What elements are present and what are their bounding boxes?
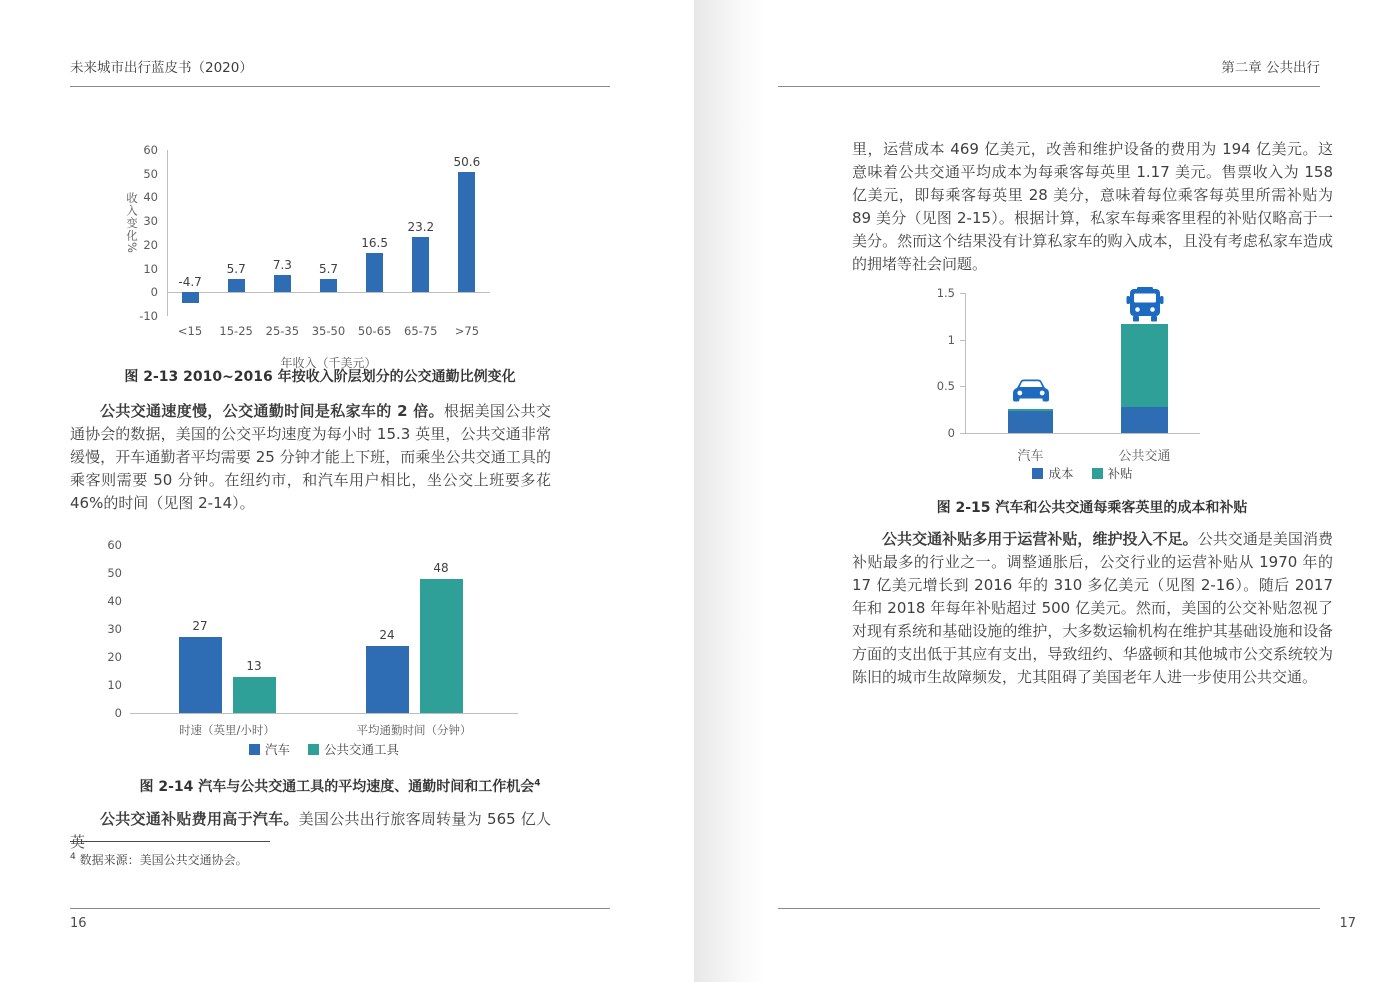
x-tick-label: 35-50	[311, 324, 346, 338]
bar	[458, 172, 475, 292]
footnote	[70, 851, 248, 868]
header-rule-right	[778, 86, 1320, 87]
x-tick-label: 15-25	[219, 324, 253, 338]
y-tick-mark	[960, 293, 965, 294]
legend-item	[249, 740, 290, 758]
book-fold-shadow	[694, 0, 766, 982]
bar-value-label: -4.7	[178, 275, 202, 290]
bar-value-label: 27	[192, 619, 208, 634]
y-tick-label: 40	[143, 190, 158, 205]
footer-rule-left	[70, 908, 610, 909]
figure-2-14-caption	[70, 776, 610, 796]
paragraph-text: 公共交通是美国消费补贴最多的行业之一。调整通胀后，公交行业的运营补贴从 1970 年的 17 亿美元增长到 2016 年的 310 多亿美元（见图 2-16）。随后 2017 年和 2018 年每年补贴超过 500 亿美元。然而，美国的公交补贴忽视了对现有系统和基础设施的维护，大多数运输机构在维护其基础设施和设备方面的支出低于其应有支出，导致纽约、华盛顿和其他城市公交系统较为陈旧的城市生故障频发，尤其阻碍了美国老年人进一步使用公共交通。	[852, 530, 1333, 686]
bar-value-label: 50.6	[453, 155, 481, 170]
figure-2-15-chart	[930, 283, 1230, 498]
bar-value-label: 7.3	[272, 258, 292, 272]
category-label: 公共交通	[1118, 449, 1171, 464]
bar	[366, 646, 409, 713]
y-tick-label: 60	[107, 538, 122, 552]
legend-item	[308, 740, 399, 758]
y-tick-label: 10	[107, 678, 122, 692]
car-icon	[1010, 378, 1052, 409]
y-axis-title: 收入变化%	[125, 192, 139, 254]
y-axis-line	[167, 150, 168, 316]
y-tick-label: 0.5	[936, 379, 955, 394]
footer-rule-right	[778, 908, 1320, 909]
bar	[228, 279, 245, 293]
figure-2-14-chart	[100, 533, 520, 765]
footnote-number: 4	[70, 852, 76, 862]
chart-legend	[965, 464, 1200, 482]
running-header-right: 第二章 公共出行	[1221, 60, 1320, 76]
y-tick-label: 50	[143, 166, 158, 181]
y-tick-label: 0	[114, 706, 122, 720]
y-tick-mark	[960, 340, 965, 341]
y-tick-label: 10	[143, 261, 158, 276]
bar-value-label: 48	[433, 560, 449, 575]
bar	[420, 579, 463, 713]
page-right	[770, 0, 1390, 982]
category-label: 时速（英里/小时）	[179, 723, 275, 737]
page-number-left: 16	[70, 916, 87, 931]
header-rule-left	[70, 86, 610, 87]
x-tick-label: 50-65	[357, 324, 392, 338]
paragraph-text: 美国公共出行旅客周转量为 565 亿人英	[70, 810, 551, 851]
paragraph-cost-continuation: 里，运营成本 469 亿美元，改善和维护设备的费用为 194 亿美元。这意味着公共交通平均成本为每乘客每英里 1.17 美元。售票收入为 158 亿美元，即每乘客每英里 28 美分，意味着每位乘客每英里所需补贴为 89 美分（见图 2-15）。根据计算，私家车每乘客里程的补贴仅略高于一美分。然而这个结果没有计算私家车的购入成本，且没有考虑私家车造成的拥堵等社会问题。	[852, 140, 1333, 273]
legend-swatch	[1032, 468, 1043, 479]
legend-swatch	[1092, 468, 1103, 479]
x-tick-label: 25-35	[265, 324, 300, 338]
bar-value-label: 13	[246, 658, 262, 673]
bar	[412, 237, 429, 292]
footnote-marker: 4	[534, 778, 541, 789]
bar	[182, 292, 199, 303]
bar-value-label: 5.7	[226, 261, 246, 276]
category-label: 平均通勤时间（分钟）	[356, 723, 472, 737]
x-tick-label: >75	[454, 324, 480, 338]
legend-label: 汽车	[264, 742, 290, 757]
x-tick-label: 65-75	[404, 324, 438, 338]
paragraph-transit-speed	[70, 400, 551, 515]
bar-value-label: 23.2	[407, 220, 435, 235]
page-left	[0, 0, 694, 982]
bar	[366, 253, 383, 292]
chart-legend	[130, 740, 518, 758]
y-tick-mark	[960, 433, 965, 434]
bar-value-label: 16.5	[361, 236, 388, 251]
legend-label: 公共交通工具	[324, 742, 400, 757]
y-tick-label: 40	[107, 594, 122, 608]
y-tick-label: 50	[107, 566, 122, 580]
bar	[274, 275, 291, 292]
y-tick-label: 30	[107, 622, 122, 636]
paragraph-operating-subsidy	[852, 528, 1333, 689]
y-tick-label: 0	[150, 285, 158, 300]
category-label: 汽车	[1017, 449, 1044, 464]
legend-label: 补贴	[1107, 466, 1133, 481]
bus-icon	[1126, 287, 1164, 326]
paragraph-text: 根据美国公共交通协会的数据，美国的公交平均速度为每小时 15.3 英里，公共交通非常缓慢，开车通勤者平均需要 25 分钟才能上下班，而乘坐公共交通工具的乘客则需要 50 分钟。在纽约市，和汽车用户相比，坐公交上班要多花 46%的时间（见图 2-14）。	[70, 402, 551, 512]
y-tick-label: 20	[107, 650, 122, 664]
y-tick-label: -10	[139, 309, 158, 323]
bar-value-label: 24	[379, 627, 395, 642]
paragraph-lead-bold: 公共交通补贴费用高于汽车。	[100, 810, 299, 828]
figure-2-13-caption: 图 2-13 2010~2016 年按收入阶层划分的公交通勤比例变化	[124, 369, 516, 385]
figure-2-15-caption: 图 2-15 汽车和公共交通每乘客英里的成本和补贴	[936, 500, 1248, 516]
footnote-rule	[70, 841, 270, 842]
y-tick-label: 1.5	[936, 286, 955, 300]
y-tick-label: 60	[143, 143, 158, 157]
x-axis-line	[167, 292, 490, 293]
stacked-bar-segment	[1008, 411, 1053, 433]
stacked-bar-segment	[1121, 324, 1168, 407]
y-tick-label: 1	[947, 332, 955, 347]
x-axis-title: 年收入（千美元）	[280, 356, 377, 370]
legend-item	[1032, 464, 1073, 482]
legend-label: 成本	[1048, 466, 1074, 481]
legend-swatch	[249, 744, 260, 755]
y-tick-label: 30	[143, 214, 158, 229]
y-tick-label: 20	[143, 237, 158, 252]
page-number-right: 17	[1339, 916, 1356, 931]
bar	[320, 279, 337, 293]
y-tick-mark	[960, 386, 965, 387]
bar-value-label: 5.7	[318, 261, 339, 276]
legend-swatch	[308, 744, 319, 755]
caption-text: 图 2-14 汽车与公共交通工具的平均速度、通勤时间和工作机会	[139, 779, 535, 795]
stacked-bar-segment	[1008, 409, 1053, 410]
bar	[179, 637, 222, 713]
y-axis-line	[965, 293, 966, 433]
x-axis-line	[130, 713, 518, 714]
footnote-text: 数据来源：美国公共交通协会。	[79, 853, 248, 867]
figure-2-13-chart	[100, 138, 500, 370]
paragraph-subsidy-start	[70, 808, 551, 854]
x-tick-label: <15	[177, 324, 203, 338]
bar	[233, 677, 276, 713]
x-axis-line	[965, 433, 1200, 434]
legend-item	[1092, 464, 1133, 482]
running-header-left: 未来城市出行蓝皮书（2020）	[70, 60, 253, 76]
paragraph-lead-bold: 公共交通补贴多用于运营补贴，维护投入不足。	[882, 530, 1198, 548]
paragraph-lead-bold: 公共交通速度慢，公交通勤时间是私家车的 2 倍。	[100, 402, 444, 420]
y-tick-label: 0	[947, 426, 955, 440]
stacked-bar-segment	[1121, 407, 1168, 433]
